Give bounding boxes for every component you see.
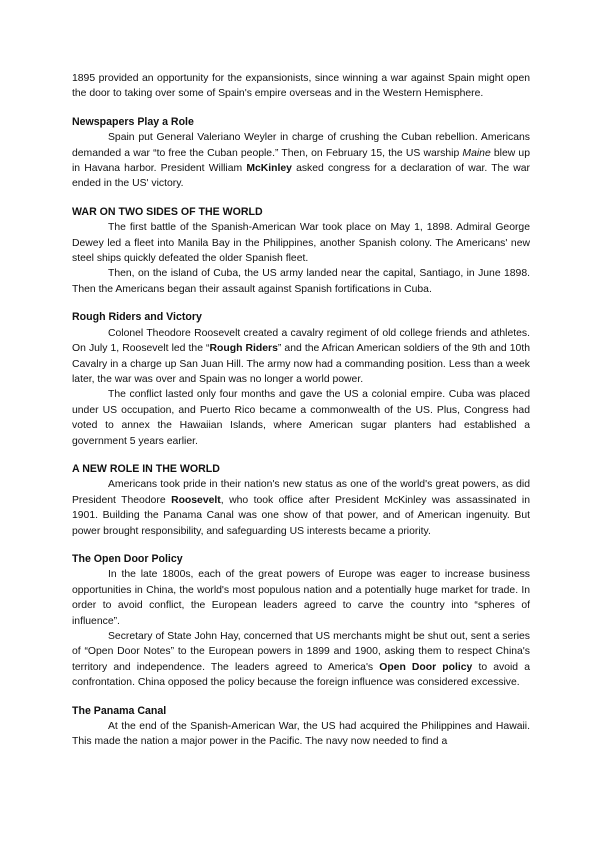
new-role-paragraph: Americans took pride in their nation's new status as one of the world's great powers, as did President Theodore Roosevelt, who took office after President McKinley was assassinated in 1901. Building the Panama Canal was one show of that power, and of American ingenuity. But power brought responsibility, and safeguarding US interests became a priority. (72, 479, 530, 537)
war-paragraph-1: The first battle of the Spanish-American War took place on May 1, 1898. Admiral George Dewey led a fleet into Manila Bay in the Philippines, another Spanish colony. The Americans' new steel ships quickly defeated the older Spanish fleet. (72, 222, 530, 265)
mckinley-bold-term: McKinley (246, 163, 292, 175)
section-heading-new-role: A NEW ROLE IN THE WORLD (72, 462, 220, 475)
rough-riders-bold-term: Rough Riders (209, 343, 278, 355)
rough-riders-paragraph-1: Colonel Theodore Roosevelt created a cavalry regiment of old college friends and athletes. On July 1, Roosevelt led the “Rough Riders” and the African American soldiers of the 9th and 10th Cavalry in a charge up San Juan Hill. The army now had a commanding position. Less than a week later, the war was over and Spain was no longer a world power. (72, 327, 530, 385)
section-heading-panama: The Panama Canal (72, 704, 167, 717)
roosevelt-bold-term: Roosevelt (171, 494, 221, 506)
ship-name-maine: Maine (462, 147, 491, 159)
section-heading-rough-riders: Rough Riders and Victory (72, 311, 202, 324)
section-heading-war-two-sides: WAR ON TWO SIDES OF THE WORLD (72, 205, 263, 218)
section-heading-open-door: The Open Door Policy (72, 552, 183, 565)
open-door-policy-bold-term: Open Door policy (379, 661, 473, 673)
open-door-paragraph-2: Secretary of State John Hay, concerned that US merchants might be shut out, sent a series of “Open Door Notes” to the European powers in 1899 and 1900, asking them to respect China's territory and independence. The leaders agreed to America's Open Door policy to avoid a confrontation. China opposed the policy because the foreign influence was considered excessive. (72, 631, 530, 689)
panama-paragraph: At the end of the Spanish-American War, the US had acquired the Philippines and Hawaii. This made the nation a major power in the Pacific. The navy now needed to find a (72, 721, 530, 748)
war-paragraph-2: Then, on the island of Cuba, the US army landed near the capital, Santiago, in June 1898. Then the Americans began their assault against Spanish fortifications in Cuba. (72, 268, 530, 295)
section-heading-newspapers: Newspapers Play a Role (72, 115, 194, 128)
rough-riders-paragraph-2: The conflict lasted only four months and gave the US a colonial empire. Cuba was placed under US occupation, and Puerto Rico became a commonwealth of the US. Plus, Congress had voted to annex the Hawaiian Islands, where American sugar planters had established a government 5 years earlier. (72, 389, 530, 447)
intro-paragraph: 1895 provided an opportunity for the expansionists, since winning a war against Spain might open the door to taking over some of Spain's empire overseas and in the Western Hemisphere. (72, 73, 530, 100)
newspapers-paragraph: Spain put General Valeriano Weyler in charge of crushing the Cuban rebellion. Americans demanded a war “to free the Cuban people.” Then, on February 15, the US warship Maine blew up in Havana harbor. President William McKinley asked congress for a declaration of war. The war ended in the US' victory. (72, 132, 530, 190)
open-door-paragraph-1: In the late 1800s, each of the great powers of Europe was eager to increase business opportunities in China, the world's most populous nation and a potentially huge market for trade. In order to avoid conflict, the European leaders agreed to carve the country into “spheres of influence”. (72, 569, 530, 627)
document-page (72, 71, 530, 750)
